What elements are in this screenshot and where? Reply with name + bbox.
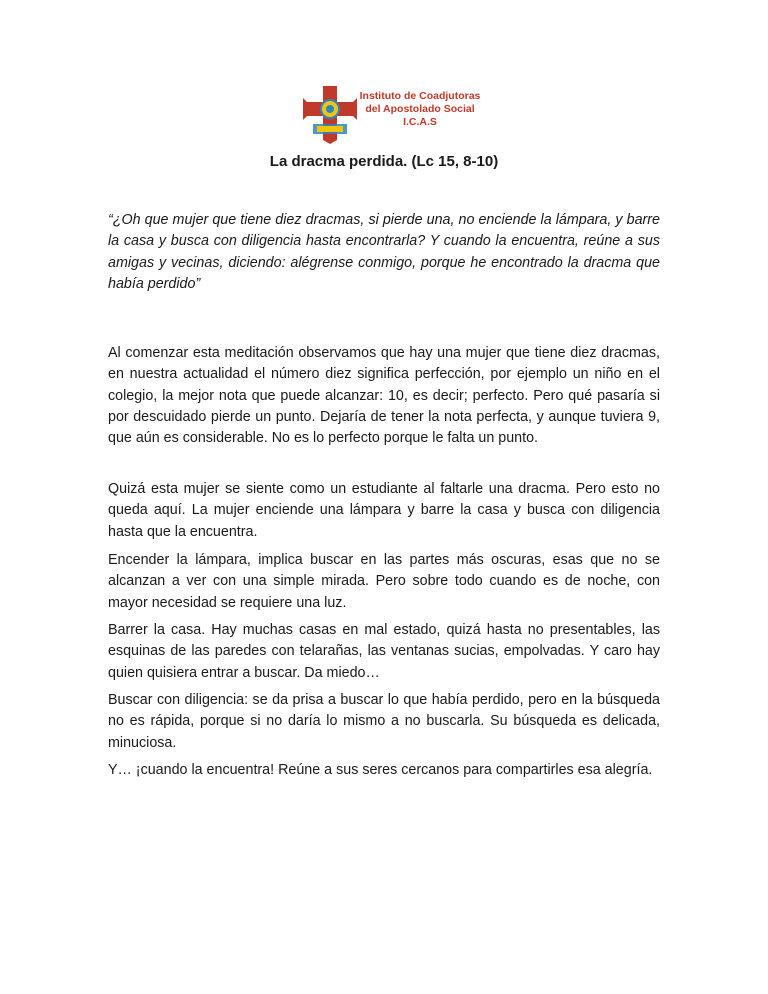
- paragraph: Quizá esta mujer se siente como un estudiante al faltarle una dracma. Pero esto no queda aquí. La mujer enciende una lámpara y barre la casa y busca con diligencia hasta que la encuentra.: [108, 481, 660, 540]
- scripture-quote: “¿Oh que mujer que tiene diez dracmas, si pierde una, no enciende la lámpara, y barre la casa y busca con diligencia hasta encontrarla? Y cuando la encuentra, reúne a sus amigas y vecinas, diciendo: alégrense conmigo, porque he encontrado la dracma que había perdido”: [108, 212, 660, 292]
- paragraph: Y… ¡cuando la encuentra! Reúne a sus seres cercanos para compartirles esa alegría.: [108, 762, 653, 778]
- logo-line-1: Instituto de Coadjutoras: [359, 90, 481, 102]
- paragraph: Buscar con diligencia: se da prisa a buscar lo que había perdido, pero en la búsqueda no es rápida, porque si no daría lo mismo a no buscarla. Su búsqueda es delicada, minuciosa.: [108, 692, 660, 751]
- paragraph: Encender la lámpara, implica buscar en las partes más oscuras, esas que no se alcanzan a ver con una simple mirada. Pero sobre todo cuando es de noche, con mayor necesidad se requiere una luz.: [108, 552, 660, 611]
- cross-emblem-icon: [303, 84, 359, 144]
- logo-line-3: I.C.A.S: [403, 116, 437, 128]
- paragraph: Al comenzar esta meditación observamos que hay una mujer que tiene diez dracmas, en nuestra actualidad el número diez significa perfección, por ejemplo un niño en el colegio, la mejor nota que puede alcanzar: 10, es decir; perfecto. Pero qué pasaría si por descuidado pierde un punto. Dejaría de tener la nota perfecta, y aunque tuviera 9, que aún es considerable. No es lo perfecto porque le falta un punto.: [108, 345, 660, 447]
- logo-wordmark: [355, 90, 485, 129]
- page-title: La dracma perdida. (Lc 15, 8-10): [269, 153, 499, 170]
- logo-line-2: del Apostolado Social: [365, 103, 475, 115]
- icas-logo: [303, 84, 483, 144]
- paragraph: Barrer la casa. Hay muchas casas en mal estado, quizá hasta no presentables, las esquinas de las paredes con telarañas, las ventanas sucias, empolvadas. Y caro hay quien quisiera entrar a buscar. Da miedo…: [108, 622, 660, 681]
